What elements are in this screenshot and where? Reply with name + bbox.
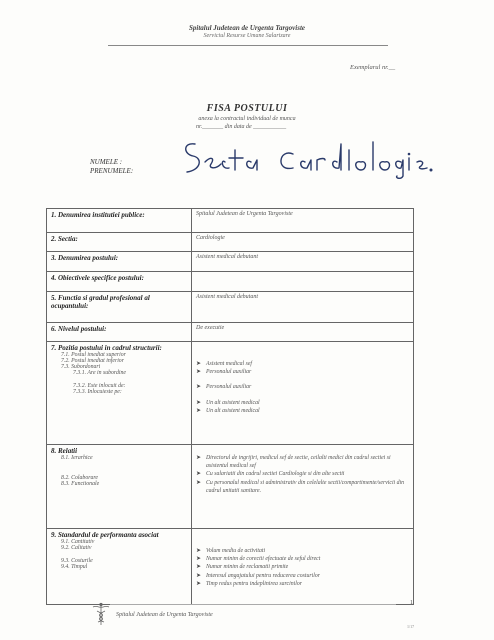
sub-item: 7.3.1. Are in subordine — [73, 370, 126, 376]
row-label: 4. Obiectivele specifice postului: — [47, 272, 192, 292]
table-row — [47, 323, 414, 342]
arrow-bullet-icon: ➤ — [196, 471, 201, 478]
sub-item: 9.1. Cantitativ — [61, 539, 95, 545]
page-fraction: 1/17 — [407, 624, 415, 629]
row-label — [47, 342, 192, 445]
arrow-bullet-icon: ➤ — [196, 361, 201, 367]
list-item: ➤ Personalul auxiliar — [196, 384, 252, 391]
hospital-name: Spitalul Judetean de Urgenta Targoviste — [188, 24, 306, 32]
sub-item: 7.3.2. Este inlocuit de: — [73, 383, 126, 389]
arrow-bullet-icon: ➤ — [196, 369, 201, 376]
arrow-bullet-icon: ➤ — [196, 399, 201, 406]
arrow-bullet-icon: ➤ — [196, 564, 201, 571]
sub-item: 8.1. Ierarhice — [61, 455, 93, 461]
footer-hospital-name: Spitalul Judetean de Urgenta Targoviste — [116, 612, 213, 618]
list-item: ➤ Un alt asistent medical — [196, 399, 260, 406]
document-title: FISA POSTULUI — [206, 103, 288, 114]
sub-item: 8.2. Colaborare — [61, 475, 98, 481]
sub-item: 7.3. Subordonari — [61, 364, 101, 370]
header-divider — [108, 45, 388, 46]
contract-number-line: nr._______ din data de ___________ — [196, 124, 287, 130]
row-label: 2. Sectia: — [47, 233, 192, 252]
row-label-text: 8. Relatii — [51, 447, 78, 455]
row-label: 1. Denumirea institutiei publice: — [47, 209, 192, 233]
row-label — [47, 529, 192, 605]
row-value — [192, 272, 414, 292]
arrow-bullet-icon: ➤ — [196, 384, 201, 391]
department-name: Serviciul Resurse Umane Salarizare — [203, 33, 291, 39]
list-item: ➤ Numar minim de corectii efectuate de seful direct — [196, 556, 321, 563]
row-value — [192, 445, 414, 529]
table-row — [47, 233, 414, 252]
list-item: ➤ Personalul auxiliar — [196, 369, 252, 376]
arrow-bullet-icon: ➤ — [196, 455, 201, 461]
list-item: ➤ Timp redus pentru indeplinirea sarcinilor — [196, 580, 302, 587]
sub-item: 7.2. Postul imediat inferior — [61, 358, 124, 364]
list-item: ➤ Volum mediu de activitati — [196, 548, 266, 554]
table-row — [47, 342, 414, 445]
row-label — [47, 445, 192, 529]
exemplar-number: Exemplarul nr.__ — [350, 64, 396, 71]
list-item: ➤ Asistent medical sef — [196, 361, 253, 367]
sub-item: 8.3. Functionale — [61, 481, 100, 487]
table-row — [47, 292, 414, 323]
table-row — [47, 529, 414, 605]
sub-item: 9.4. Timpul — [61, 564, 88, 570]
name-label: NUMELE : — [90, 158, 123, 166]
sub-item: 9.3. Costurile — [61, 558, 93, 564]
arrow-bullet-icon: ➤ — [196, 548, 201, 554]
row-label-text: 7. Pozitia postului in cadrul structurii: — [51, 344, 162, 352]
row-value: De executie — [192, 323, 414, 342]
row-label: 6. Nivelul postului: — [47, 323, 192, 342]
row-value: Spitalul Judetean de Urgenta Targoviste — [192, 209, 414, 233]
list-item: ➤ Cu personalul medical si administrativ din celelalte sectii/compartimente/servicii din cadrul unitatii sanitare. — [196, 479, 405, 494]
list-item: ➤ Un alt asistent medical — [196, 407, 260, 414]
row-label: 5. Functia si gradul profesional al ocupantului: — [47, 292, 192, 323]
list-item: ➤ Interesul angajatului pentru reducerea costurilor — [196, 572, 320, 579]
job-description-table — [46, 208, 414, 605]
arrow-bullet-icon: ➤ — [196, 572, 201, 579]
row-label-text: 9. Standardul de performanta asociat — [51, 531, 159, 539]
row-value — [192, 529, 414, 605]
footer-divider — [110, 604, 396, 605]
sub-item: 7.1. Postul imediat superior — [61, 352, 126, 358]
row-value — [192, 342, 414, 445]
sub-item: 7.3.3. Inlocuieste pe: — [73, 389, 122, 395]
arrow-bullet-icon: ➤ — [196, 479, 201, 486]
surname-label: PRENUMELE: — [90, 167, 134, 175]
list-item: ➤ Directorul de ingrijiri, medicul sef de sectie, ceilalti medici din cadrul sectiei si asistentul medical sef — [196, 455, 391, 470]
list-item: ➤ Numar minim de reclamatii primite — [196, 564, 289, 571]
document-annex-note: anexa la contractul individual de munca — [198, 116, 296, 122]
row-value: Cardiologie — [192, 233, 414, 252]
row-value: Asistent medical debutant — [192, 292, 414, 323]
table-row — [47, 252, 414, 272]
table-row — [47, 445, 414, 529]
row-value: Asistent medical debutant — [192, 252, 414, 272]
table-row — [47, 272, 414, 292]
row-label: 3. Denumirea postului: — [47, 252, 192, 272]
sub-item: 9.2. Calitativ — [61, 545, 92, 551]
list-item: ➤ Cu salariatii din cadrul sectiei Cardiologie si din alte sectii — [196, 471, 345, 478]
page-number: 1 — [410, 600, 413, 606]
caduceus-icon — [92, 602, 110, 626]
table-row — [47, 209, 414, 233]
arrow-bullet-icon: ➤ — [196, 407, 201, 414]
handwritten-signature-icon — [175, 132, 435, 182]
arrow-bullet-icon: ➤ — [196, 556, 201, 563]
arrow-bullet-icon: ➤ — [196, 580, 201, 587]
